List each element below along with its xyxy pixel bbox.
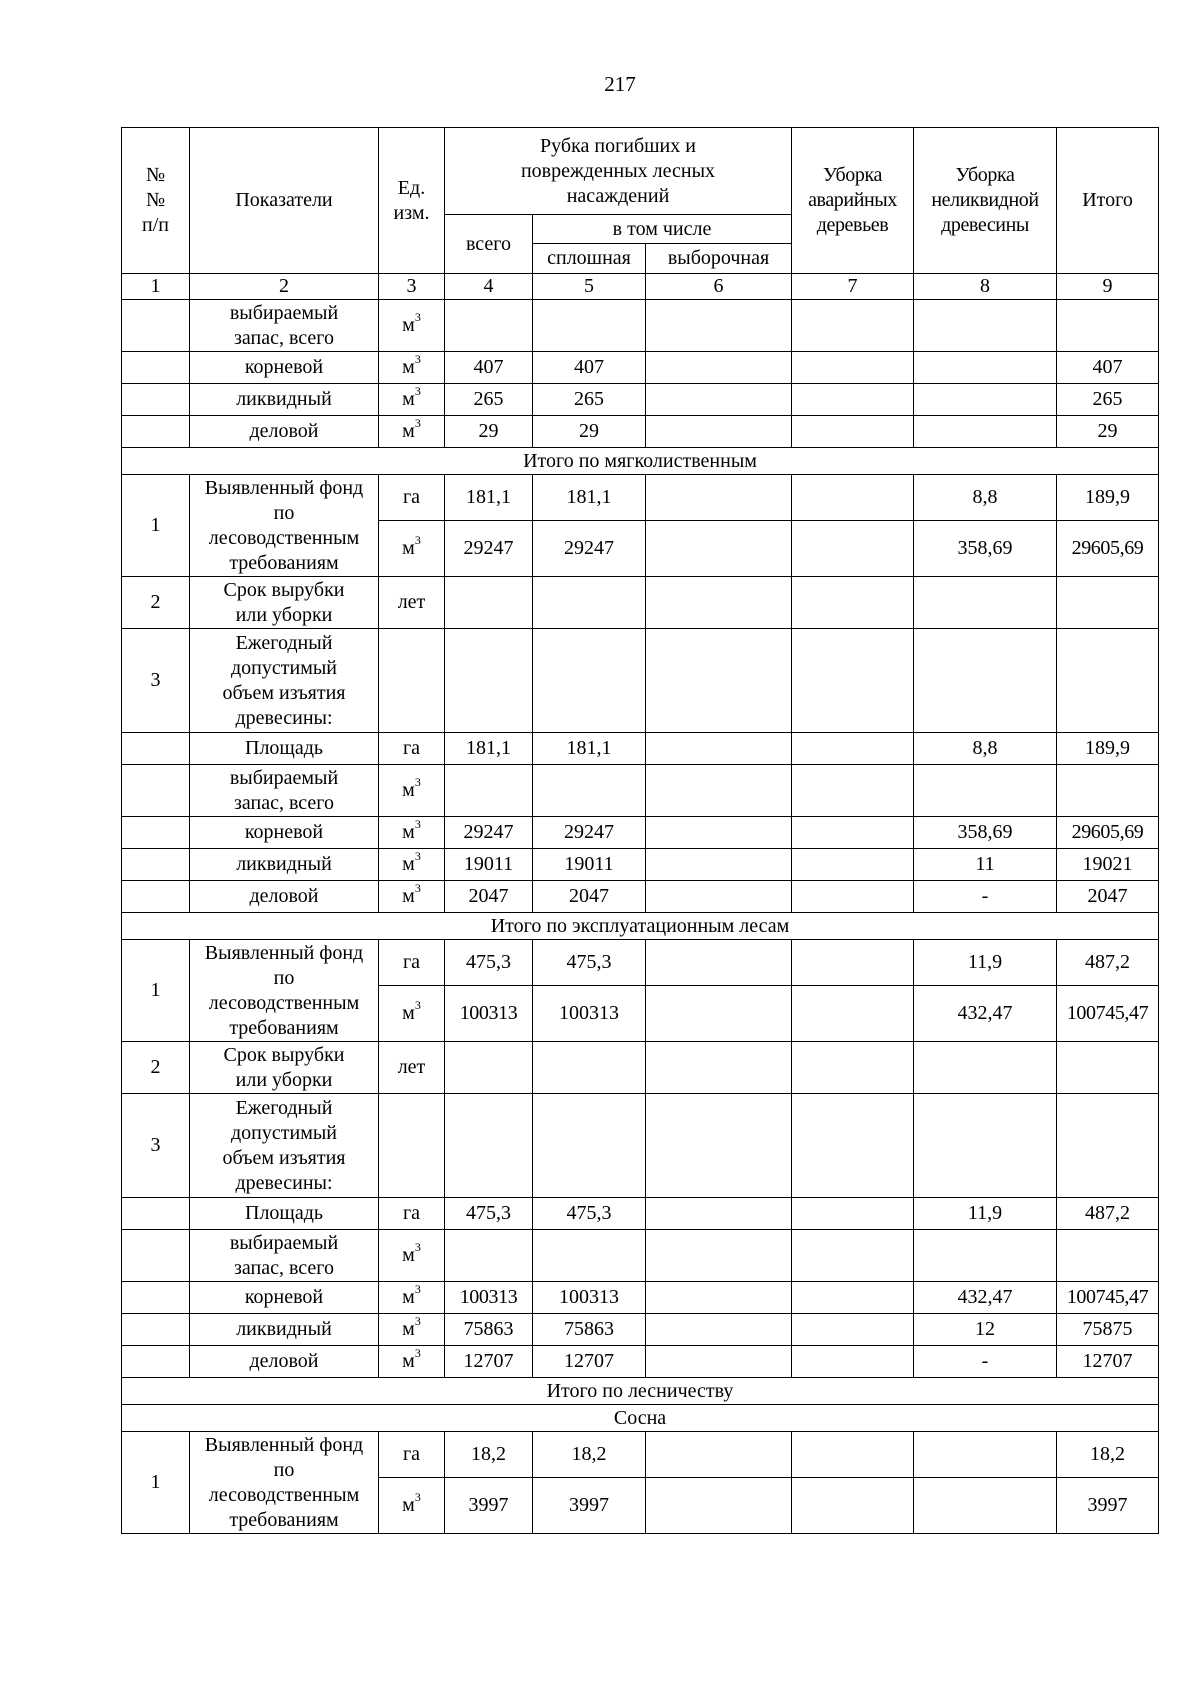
value-cell: 8,8 bbox=[914, 475, 1057, 521]
value-cell: 358,69 bbox=[914, 817, 1057, 849]
value-cell: 189,9 bbox=[1057, 475, 1159, 521]
table-row bbox=[122, 940, 1159, 986]
col-number: 8 bbox=[914, 274, 1057, 300]
row-label: выбираемый запас, всего bbox=[190, 300, 379, 352]
row-number: 2 bbox=[122, 1042, 190, 1094]
table-row bbox=[122, 733, 1159, 765]
table-row bbox=[122, 384, 1159, 416]
value-cell: 181,1 bbox=[445, 733, 533, 765]
col-number: 2 bbox=[190, 274, 379, 300]
value-cell: 29247 bbox=[445, 817, 533, 849]
unit-cell: $м^3$ bbox=[379, 881, 445, 913]
value-cell: 18,2 bbox=[533, 1432, 646, 1478]
row-label: деловой bbox=[190, 881, 379, 913]
value-cell: 189,9 bbox=[1057, 733, 1159, 765]
value-cell: 19011 bbox=[533, 849, 646, 881]
value-cell: 100745,47 bbox=[1057, 1282, 1159, 1314]
row-label: ликвидный bbox=[190, 384, 379, 416]
row-label: ликвидный bbox=[190, 849, 379, 881]
unit-cell: $м^3$ bbox=[379, 1346, 445, 1378]
value-cell: 29247 bbox=[445, 521, 533, 577]
header-row-number: № № п/п bbox=[122, 128, 190, 274]
unit-cell: $м^3$ bbox=[379, 849, 445, 881]
row-label: ликвидный bbox=[190, 1314, 379, 1346]
value-cell: - bbox=[914, 1346, 1057, 1378]
table-row bbox=[122, 629, 1159, 733]
page-number: 217 bbox=[604, 72, 636, 96]
row-label: Срок вырубки или уборки bbox=[190, 577, 379, 629]
row-label: Срок вырубки или уборки bbox=[190, 1042, 379, 1094]
header-indicators: Показатели bbox=[190, 128, 379, 274]
value-cell: 75863 bbox=[445, 1314, 533, 1346]
row-label: корневой bbox=[190, 1282, 379, 1314]
value-cell: 432,47 bbox=[914, 1282, 1057, 1314]
value-cell: 3997 bbox=[1057, 1478, 1159, 1534]
col-number: 3 bbox=[379, 274, 445, 300]
value-cell: 2047 bbox=[533, 881, 646, 913]
row-label: Ежегодный допустимый объем изъятия древесины: bbox=[190, 1094, 379, 1198]
value-cell: 475,3 bbox=[533, 1198, 646, 1230]
value-cell: 12707 bbox=[445, 1346, 533, 1378]
value-cell: 11,9 bbox=[914, 1198, 1057, 1230]
value-cell: 100313 bbox=[445, 1282, 533, 1314]
header-clear-cutting: сплошная bbox=[533, 244, 646, 274]
value-cell: 100313 bbox=[533, 986, 646, 1042]
section-subtitle-pine: Сосна bbox=[122, 1405, 1159, 1432]
value-cell: 12 bbox=[914, 1314, 1057, 1346]
header-including: в том числе bbox=[533, 215, 792, 244]
table-row bbox=[122, 1282, 1159, 1314]
row-number: 2 bbox=[122, 577, 190, 629]
unit-cell: га bbox=[379, 1198, 445, 1230]
unit-cell: $м^3$ bbox=[379, 765, 445, 817]
unit-cell: лет bbox=[379, 1042, 445, 1094]
unit-cell: $м^3$ bbox=[379, 1230, 445, 1282]
header-emergency-trees: Уборка аварийных деревьев bbox=[792, 128, 914, 274]
unit-cell: $м^3$ bbox=[379, 521, 445, 577]
row-label: Выявленный фонд по лесоводственным требованиям bbox=[190, 1432, 379, 1534]
value-cell: 407 bbox=[445, 352, 533, 384]
value-cell: 75863 bbox=[533, 1314, 646, 1346]
row-label: Выявленный фонд по лесоводственным требованиям bbox=[190, 475, 379, 577]
unit-cell: $м^3$ bbox=[379, 384, 445, 416]
col-number: 9 bbox=[1057, 274, 1159, 300]
value-cell: 29 bbox=[445, 416, 533, 448]
row-label: Площадь bbox=[190, 1198, 379, 1230]
row-number: 3 bbox=[122, 1094, 190, 1198]
table-row bbox=[122, 300, 1159, 352]
table-row bbox=[122, 475, 1159, 521]
value-cell: 265 bbox=[1057, 384, 1159, 416]
value-cell: 18,2 bbox=[1057, 1432, 1159, 1478]
unit-cell: $м^3$ bbox=[379, 416, 445, 448]
header-selective-cutting: выборочная bbox=[646, 244, 792, 274]
value-cell: 3997 bbox=[445, 1478, 533, 1534]
row-label: деловой bbox=[190, 416, 379, 448]
table-row bbox=[122, 1346, 1159, 1378]
value-cell: 475,3 bbox=[445, 1198, 533, 1230]
table-row bbox=[122, 817, 1159, 849]
section-title-exploitation-forests: Итого по эксплуатационным лесам bbox=[122, 913, 1159, 940]
value-cell: 8,8 bbox=[914, 733, 1057, 765]
header-all: всего bbox=[445, 215, 533, 274]
col-number: 5 bbox=[533, 274, 646, 300]
row-label: Площадь bbox=[190, 733, 379, 765]
value-cell: 2047 bbox=[1057, 881, 1159, 913]
value-cell: 432,47 bbox=[914, 986, 1057, 1042]
table-row bbox=[122, 849, 1159, 881]
row-number: 1 bbox=[122, 475, 190, 577]
value-cell: 181,1 bbox=[445, 475, 533, 521]
table-row bbox=[122, 1432, 1159, 1478]
header-total: Итого bbox=[1057, 128, 1159, 274]
col-number: 7 bbox=[792, 274, 914, 300]
value-cell: 100313 bbox=[445, 986, 533, 1042]
section-title-forestry: Итого по лесничеству bbox=[122, 1378, 1159, 1405]
unit-cell: га bbox=[379, 940, 445, 986]
value-cell: 11 bbox=[914, 849, 1057, 881]
col-number: 6 bbox=[646, 274, 792, 300]
unit-cell: $м^3$ bbox=[379, 1314, 445, 1346]
unit-cell: га bbox=[379, 733, 445, 765]
value-cell: 12707 bbox=[1057, 1346, 1159, 1378]
value-cell: 29247 bbox=[533, 521, 646, 577]
value-cell: 100745,47 bbox=[1057, 986, 1159, 1042]
value-cell: 11,9 bbox=[914, 940, 1057, 986]
value-cell: 75875 bbox=[1057, 1314, 1159, 1346]
row-number: 1 bbox=[122, 940, 190, 1042]
unit-cell: га bbox=[379, 475, 445, 521]
value-cell: 29 bbox=[1057, 416, 1159, 448]
header-illiquid-wood: Уборка неликвидной древесины bbox=[914, 128, 1057, 274]
table-row bbox=[122, 1198, 1159, 1230]
value-cell: 3997 bbox=[533, 1478, 646, 1534]
value-cell: 475,3 bbox=[445, 940, 533, 986]
row-label: корневой bbox=[190, 817, 379, 849]
unit-cell: $м^3$ bbox=[379, 300, 445, 352]
unit-cell: $м^3$ bbox=[379, 1478, 445, 1534]
row-label: Выявленный фонд по лесоводственным требованиям bbox=[190, 940, 379, 1042]
table-row bbox=[122, 765, 1159, 817]
header-unit: Ед. изм. bbox=[379, 128, 445, 274]
value-cell: 2047 bbox=[445, 881, 533, 913]
value-cell: 265 bbox=[445, 384, 533, 416]
col-number: 1 bbox=[122, 274, 190, 300]
value-cell: 487,2 bbox=[1057, 940, 1159, 986]
value-cell: 12707 bbox=[533, 1346, 646, 1378]
value-cell: 29247 bbox=[533, 817, 646, 849]
value-cell: 29605,69 bbox=[1057, 817, 1159, 849]
value-cell: 181,1 bbox=[533, 733, 646, 765]
col-number: 4 bbox=[445, 274, 533, 300]
value-cell: 19021 bbox=[1057, 849, 1159, 881]
table-row bbox=[122, 416, 1159, 448]
table-row bbox=[122, 1042, 1159, 1094]
table-row bbox=[122, 577, 1159, 629]
unit-cell: га bbox=[379, 1432, 445, 1478]
row-label: Ежегодный допустимый объем изъятия древесины: bbox=[190, 629, 379, 733]
table-row bbox=[122, 1094, 1159, 1198]
row-number: 1 bbox=[122, 1432, 190, 1534]
value-cell: 475,3 bbox=[533, 940, 646, 986]
value-cell: 407 bbox=[533, 352, 646, 384]
row-label: корневой bbox=[190, 352, 379, 384]
unit-cell: $м^3$ bbox=[379, 352, 445, 384]
header-cutting: Рубка погибших и поврежденных лесных насаждений bbox=[445, 128, 792, 215]
row-label: выбираемый запас, всего bbox=[190, 1230, 379, 1282]
row-label: выбираемый запас, всего bbox=[190, 765, 379, 817]
value-cell: 487,2 bbox=[1057, 1198, 1159, 1230]
value-cell: 18,2 bbox=[445, 1432, 533, 1478]
value-cell: 19011 bbox=[445, 849, 533, 881]
table-row bbox=[122, 352, 1159, 384]
value-cell: 407 bbox=[1057, 352, 1159, 384]
value-cell: 29605,69 bbox=[1057, 521, 1159, 577]
value-cell: 29 bbox=[533, 416, 646, 448]
section-title-soft-leaved: Итого по мягколиственным bbox=[122, 448, 1159, 475]
table-row bbox=[122, 1230, 1159, 1282]
unit-cell: $м^3$ bbox=[379, 1282, 445, 1314]
unit-cell: $м^3$ bbox=[379, 817, 445, 849]
row-label: деловой bbox=[190, 1346, 379, 1378]
row-number: 3 bbox=[122, 629, 190, 733]
value-cell: 358,69 bbox=[914, 521, 1057, 577]
value-cell: 181,1 bbox=[533, 475, 646, 521]
unit-cell: $м^3$ bbox=[379, 986, 445, 1042]
value-cell: - bbox=[914, 881, 1057, 913]
value-cell: 100313 bbox=[533, 1282, 646, 1314]
table-row bbox=[122, 881, 1159, 913]
unit-cell: лет bbox=[379, 577, 445, 629]
forest-cutting-table bbox=[121, 127, 1159, 1534]
value-cell: 265 bbox=[533, 384, 646, 416]
table-row bbox=[122, 1314, 1159, 1346]
